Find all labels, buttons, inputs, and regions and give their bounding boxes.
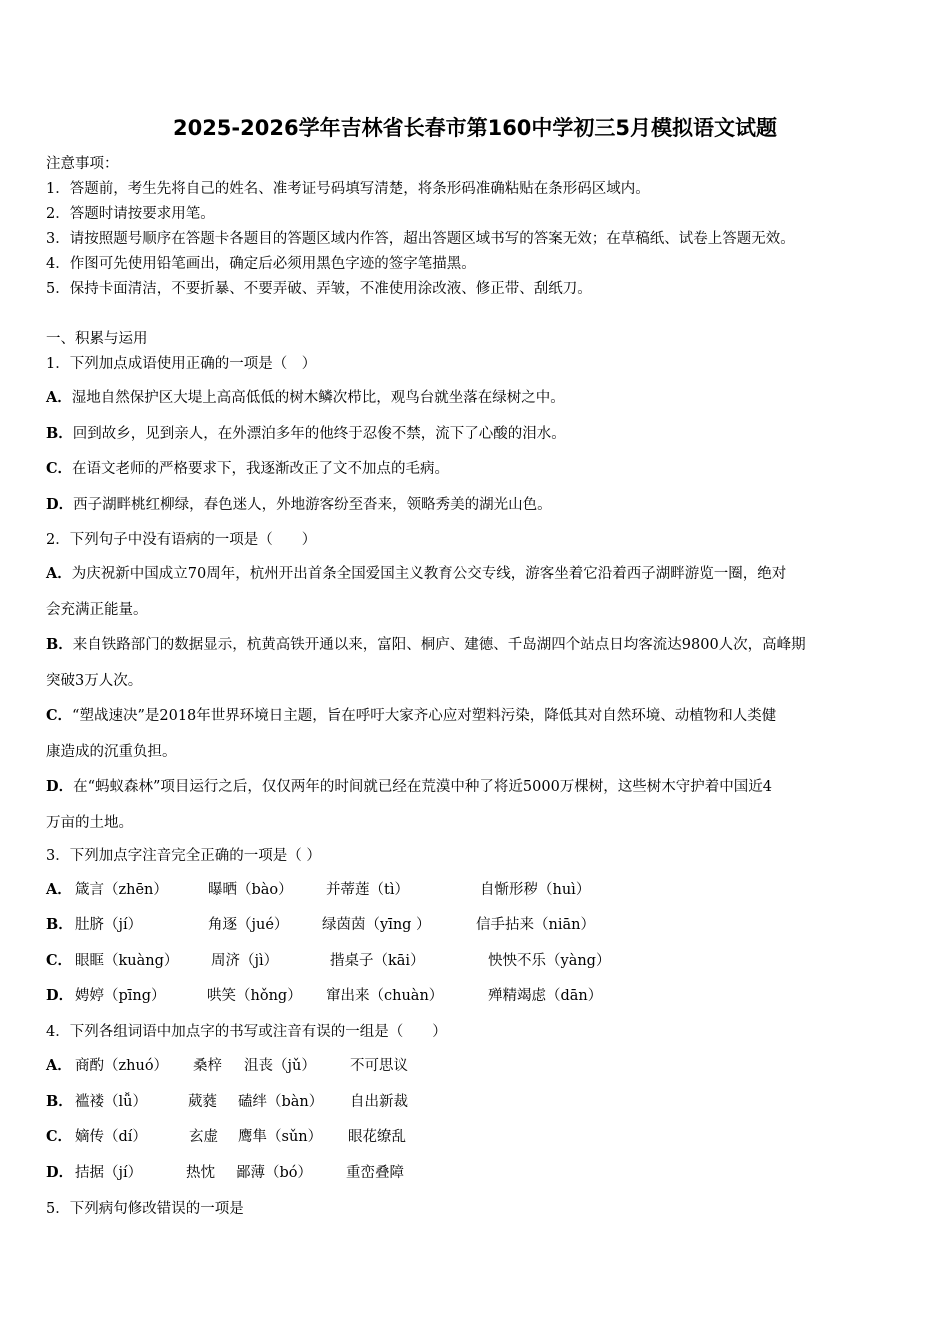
note-item: 3．请按照题号顺序在答题卡各题目的答题区域内作答，超出答题区域书写的答案无效；在草稿纸、试卷上答题无效。	[46, 231, 795, 247]
option-cell: 褴褛（lǚ）	[75, 1094, 147, 1110]
option-cell: 怏怏不乐（yàng）	[488, 953, 611, 969]
option-cell: 商酌（zhuó）	[75, 1058, 169, 1074]
option-label: B．	[46, 636, 73, 653]
question-stem: 1．下列加点成语使用正确的一项是（ ）	[46, 356, 317, 372]
question-stem: 3．下列加点字注音完全正确的一项是（ ）	[46, 848, 321, 864]
option-cell: 自出新裁	[350, 1094, 408, 1110]
option-continuation: 突破3万人次。	[46, 673, 143, 689]
option-text: 为庆祝新中国成立70周年，杭州开出首条全国爱国主义教育公交专线，游客坐着它沿着西子湖畔游览一圈，绝对	[71, 566, 787, 582]
option-a	[46, 562, 786, 583]
option-label: C．	[46, 707, 73, 724]
option-label: A．	[46, 565, 72, 582]
note-item: 1．答题前，考生先将自己的姓名、准考证号码填写清楚，将条形码准确粘贴在条形码区域内。	[46, 181, 650, 197]
option-cell: 曝晒（bào）	[208, 882, 293, 898]
option-cell: 揩桌子（kāi）	[330, 953, 425, 969]
option-label: C．	[46, 1128, 73, 1145]
option-label: B．	[46, 425, 73, 442]
section-heading: 一、积累与运用	[46, 331, 148, 347]
note-item: 5．保持卡面清洁，不要折暴、不要弄破、弄皱，不准使用涂改液、修正带、刮纸刀。	[46, 281, 592, 297]
option-cell: 葳蕤	[188, 1094, 217, 1110]
option-cell: 自惭形秽（huì）	[480, 882, 591, 898]
option-label: C．	[46, 460, 73, 477]
option-cell: 角逐（jué）	[208, 917, 289, 933]
option-label: A．	[46, 881, 72, 898]
option-cell: 并蒂莲（tì）	[326, 882, 409, 898]
option-cell: 拮据（jí）	[75, 1165, 143, 1181]
option-cell: 热忱	[186, 1165, 215, 1181]
option-cell: 重峦叠障	[346, 1165, 404, 1181]
option-continuation: 会充满正能量。	[46, 602, 148, 618]
option-b	[46, 633, 806, 654]
option-text: 湿地自然保护区大堤上高高低低的树木鳞次栉比，观鸟台就坐落在绿树之中。	[71, 390, 565, 406]
option-cell: 娉婷（pīng）	[75, 988, 166, 1004]
option-label: D．	[46, 987, 74, 1004]
option-continuation: 康造成的沉重负担。	[46, 744, 177, 760]
option-cell: 眼眶（kuàng）	[75, 953, 179, 969]
option-continuation: 万亩的土地。	[46, 815, 133, 831]
option-b	[46, 422, 566, 443]
option-cell: 嫡传（dí）	[75, 1129, 147, 1145]
question-stem: 5．下列病句修改错误的一项是	[46, 1201, 244, 1217]
option-text: 来自铁路部门的数据显示，杭黄高铁开通以来，富阳、桐庐、建德、千岛湖四个站点日均客流达9800人次，高峰期	[72, 637, 806, 653]
option-text: 西子湖畔桃红柳绿，春色迷人，外地游客纷至沓来，领略秀美的湖光山色。	[73, 497, 552, 513]
option-label: B．	[46, 916, 73, 933]
option-label: A．	[46, 389, 72, 406]
option-cell: 肚脐（jí）	[75, 917, 143, 933]
option-cell: 鄙薄（bó）	[236, 1165, 313, 1181]
option-cell: 桑梓	[193, 1058, 222, 1074]
option-cell: 周济（jì）	[211, 953, 279, 969]
note-item: 2．答题时请按要求用笔。	[46, 206, 215, 222]
notes-heading: 注意事项：	[46, 156, 119, 172]
option-cell: 沮丧（jǔ）	[244, 1058, 316, 1074]
option-cell: 玄虚	[189, 1129, 218, 1145]
option-cell: 鹰隼（sǔn）	[238, 1129, 323, 1145]
option-cell: 信手拈来（niān）	[476, 917, 595, 933]
option-cell: 殚精竭虑（dān）	[488, 988, 603, 1004]
option-cell: 窜出来（chuàn）	[326, 988, 444, 1004]
question-stem: 2．下列句子中没有语病的一项是（ ）	[46, 532, 317, 548]
option-cell: 哄笑（hǒng）	[207, 988, 302, 1004]
option-label: A．	[46, 1057, 72, 1074]
option-c	[46, 457, 449, 478]
option-c	[46, 704, 776, 725]
option-cell: 眼花缭乱	[348, 1129, 406, 1145]
page-title: 2025-2026学年吉林省长春市第160中学初三5月模拟语文试题	[172, 116, 778, 140]
note-item: 4．作图可先使用铅笔画出，确定后必须用黑色字迹的签字笔描黑。	[46, 256, 476, 272]
option-d	[46, 775, 772, 796]
option-text: 回到故乡，见到亲人，在外漂泊多年的他终于忍俊不禁，流下了心酸的泪水。	[72, 426, 566, 442]
option-cell: 磕绊（bàn）	[238, 1094, 324, 1110]
option-cell: 箴言（zhēn）	[75, 882, 168, 898]
question-stem: 4．下列各组词语中加点字的书写或注音有误的一组是（ ）	[46, 1024, 447, 1040]
option-text: “塑战速决”是2018年世界环境日主题，旨在呼吁大家齐心应对塑料污染，降低其对自然环境、动植物和人类健	[72, 708, 777, 724]
option-text: 在“蚂蚁森林”项目运行之后，仅仅两年的时间就已经在荒漠中种了将近5000万棵树，这些树木守护着中国近4	[73, 779, 773, 795]
option-cell: 绿茵茵（yīng ）	[322, 917, 431, 933]
option-label: B．	[46, 1093, 73, 1110]
option-label: D．	[46, 1164, 74, 1181]
option-a	[46, 386, 565, 407]
option-cell: 不可思议	[350, 1058, 408, 1074]
option-d	[46, 493, 552, 514]
option-label: D．	[46, 496, 74, 513]
option-label: D．	[46, 778, 74, 795]
option-text: 在语文老师的严格要求下，我逐渐改正了文不加点的毛病。	[72, 461, 450, 477]
option-label: C．	[46, 952, 73, 969]
